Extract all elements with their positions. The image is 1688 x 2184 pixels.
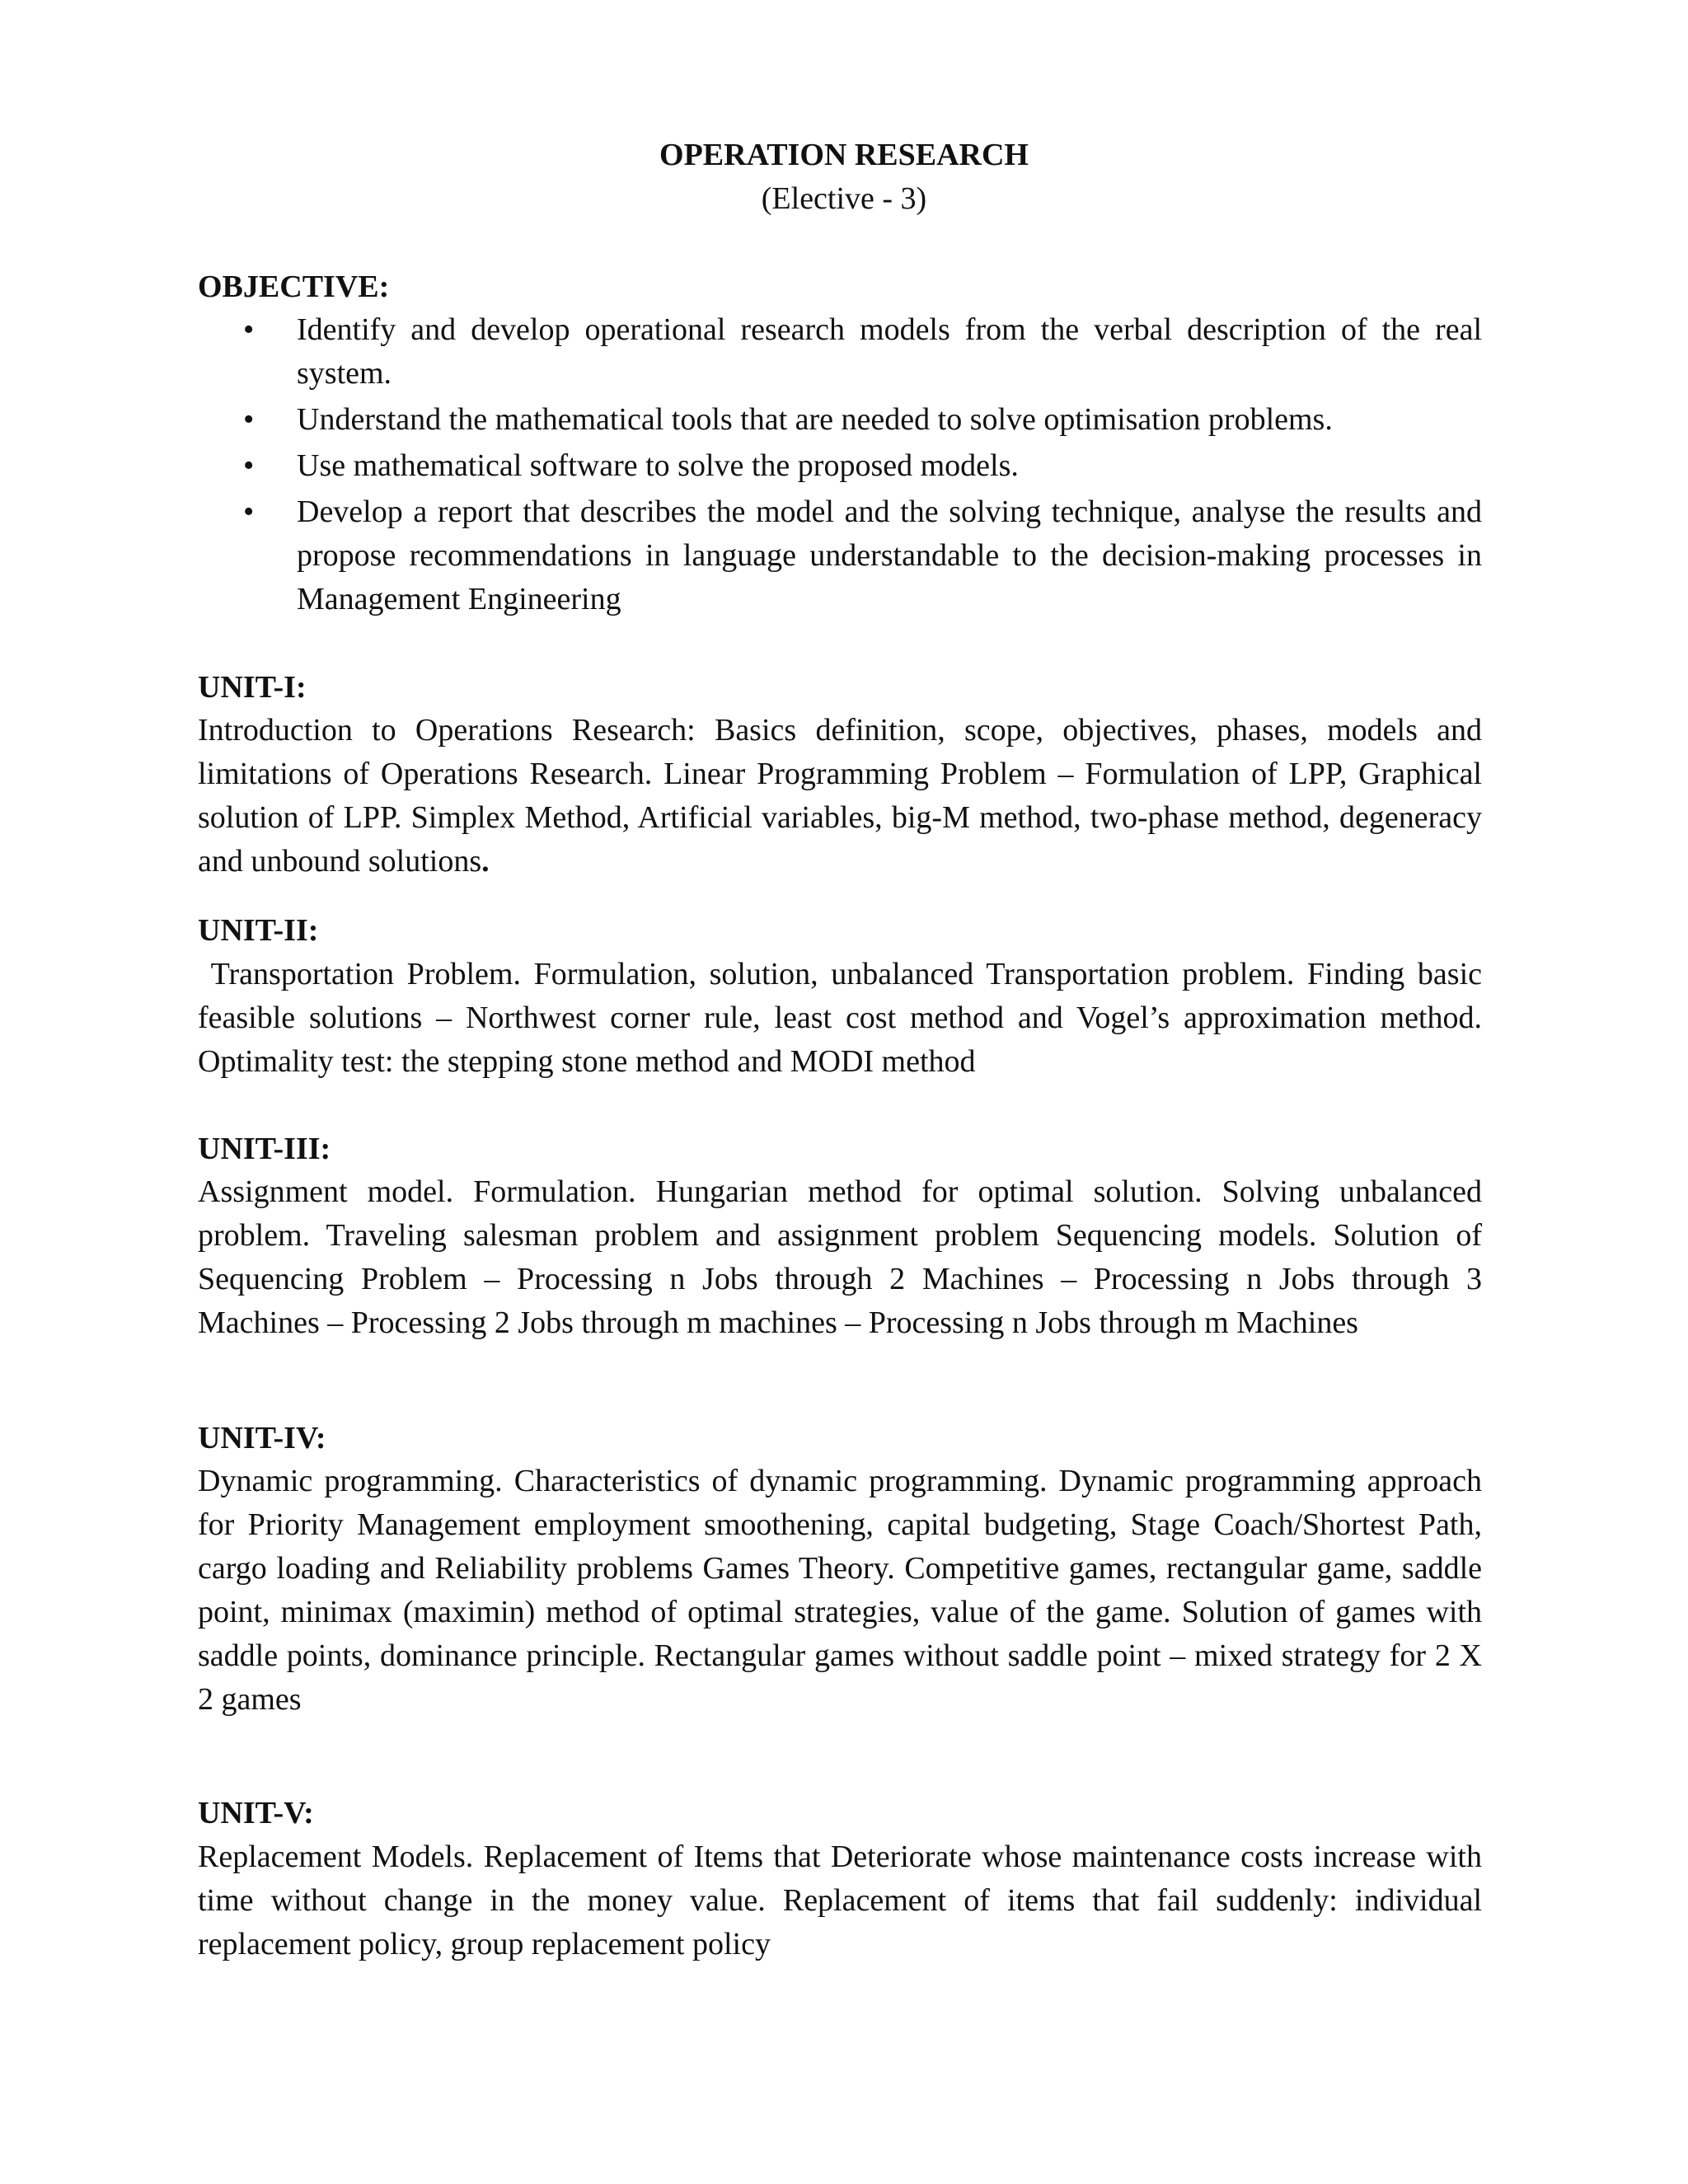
objective-item-text: Identify and develop operational research models from the verbal description of the real system. [297, 312, 1482, 391]
unit-2-heading: UNIT-II: [198, 913, 319, 948]
unit-4-heading: UNIT-IV: [198, 1421, 326, 1455]
unit-1-body: Introduction to Operations Research: Basics definition, scope, objectives, phases, models and limitations of Operations Research. Linear Programming Problem – Formulation of LPP, Graphical solution of LPP. Simplex Method, Artificial variables, big-M method, two-phase method, degeneracy and unbound solutions [198, 713, 1482, 879]
page-title: OPERATION RESEARCH [659, 138, 1029, 172]
objective-item-text: Use mathematical software to solve the proposed models. [297, 448, 1019, 483]
unit-3-text: Assignment model. Formulation. Hungarian method for optimal solution. Solving unbalanced problem. Traveling salesman problem and assignment problem Sequencing models. Solution of Sequencing Problem – Processing n Jobs through 2 Machines – Processing n Jobs through 3 Machines – Processing 2 Jobs through m machines – Processing n Jobs through m Machines [198, 1174, 1482, 1340]
unit-2-text: Transportation Problem. Formulation, solution, unbalanced Transportation problem. Finding basic feasible solutions – Northwest corner rule, least cost method and Vogel’s approximation method. Optimality test: the stepping stone method and MODI method [198, 957, 1490, 1079]
objective-list [198, 308, 1482, 624]
unit-5-heading: UNIT-V: [198, 1796, 314, 1830]
bullet-icon: • [243, 494, 255, 529]
objective-item [198, 490, 1482, 621]
unit-4-text: Dynamic programming. Characteristics of dynamic programming. Dynamic programming approach for Priority Management employment smoothening, capital budgeting, Stage Coach/Shortest Path, cargo loading and Reliability problems Games Theory. Competitive games, rectangular game, saddle point, minimax (maximin) method of optimal strategies, value of the game. Solution of games with saddle points, dominance principle. Rectangular games without saddle point – mixed strategy for 2 X 2 games [198, 1464, 1482, 1717]
unit-1-heading: UNIT-I: [198, 670, 307, 705]
objective-item-text: Develop a report that describes the model and the solving technique, analyse the results and propose recommendations in language understandable to the decision-making processes in Management Engineering [297, 494, 1482, 616]
bullet-icon: • [243, 402, 255, 437]
unit-1-end-mark: . [481, 844, 490, 879]
unit-3-heading: UNIT-III: [198, 1132, 331, 1166]
objective-item [198, 444, 1482, 488]
unit-5-text: Replacement Models. Replacement of Items that Deteriorate whose maintenance costs increase with time without change in the money value. Replacement of items that fail suddenly: individual replacement policy, group replacement policy [198, 1840, 1482, 1961]
bullet-icon: • [243, 312, 255, 347]
objective-heading: OBJECTIVE: [198, 269, 390, 304]
bullet-icon: • [243, 448, 255, 483]
objective-item [198, 398, 1482, 442]
objective-item-text: Understand the mathematical tools that are needed to solve optimisation problems. [297, 402, 1333, 437]
page-subtitle: (Elective - 3) [761, 181, 927, 216]
unit-1-text [198, 709, 1482, 883]
objective-item [198, 308, 1482, 396]
